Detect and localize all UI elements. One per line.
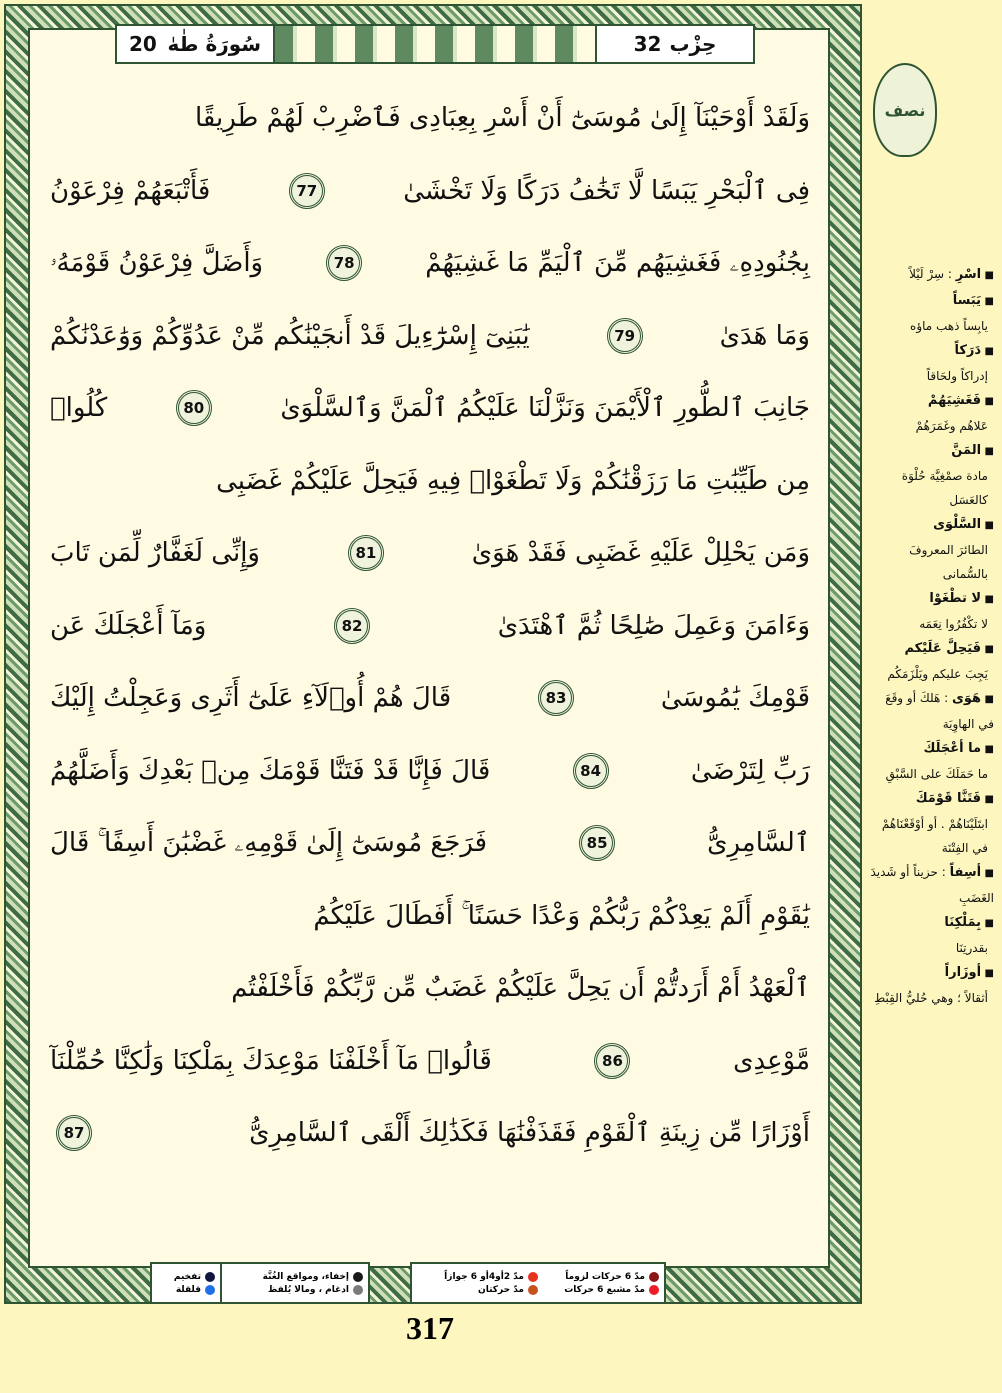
legend-item — [157, 1272, 215, 1282]
verse-text: وَإِنِّى لَغَفَّارٌ لِّمَن تَابَ — [50, 538, 260, 569]
color-dot-icon — [205, 1285, 215, 1295]
verse-line — [50, 82, 810, 155]
glossary-definition: عَلاهُم وغَمَرَهُمْ — [915, 419, 988, 433]
surah-name: سُورَةُ طٰهٰ — [167, 32, 261, 56]
verse-number-marker: 87 — [56, 1115, 92, 1151]
glossary-term: ■ أسِفاً — [950, 865, 994, 880]
verse-number-marker: 86 — [594, 1043, 630, 1079]
surah-header — [115, 24, 275, 64]
glossary-entry — [866, 636, 994, 686]
legend-item — [538, 1272, 659, 1282]
verse-line — [50, 227, 810, 300]
legend-item — [227, 1285, 363, 1295]
verse-text: وَأَضَلَّ فِرْعَوْنُ قَوْمَهُۥ — [50, 248, 264, 279]
verse-text: وَلَقَدْ أَوْحَيْنَآ إِلَىٰ مُوسَىٰٓ أَنْ أَسْرِ بِعِبَادِى فَٱضْرِبْ لَهُمْ طَرِيقًا — [194, 103, 810, 134]
legend-label: إخفاء، ومواقع الغُنَّة — [262, 1271, 349, 1282]
verse-text: مِن طَيِّبَٰتِ مَا رَزَقْنَٰكُمْ وَلَا تَطْغَوْا۟ فِيهِ فَيَحِلَّ عَلَيْكُمْ غَضَبِى — [216, 465, 810, 496]
verse-number-marker: 78 — [326, 245, 362, 281]
legend-tafkhim — [150, 1262, 222, 1304]
verse-line — [50, 952, 810, 1025]
glossary-term: ■ السَّلْوَى — [933, 517, 994, 532]
glossary-term: ■ هَوَى — [952, 691, 994, 706]
verse-line — [50, 735, 810, 808]
legend-item — [417, 1285, 538, 1295]
glossary-term: ■ فَيَحِلَّ عَلَيْكم — [904, 641, 994, 656]
legend-item — [157, 1285, 215, 1295]
verse-text: ٱلسَّامِرِىُّ — [707, 828, 810, 859]
glossary-definition: : حزيناً أو شَديدَ الغَضَبِ — [870, 865, 994, 905]
verse-line — [50, 807, 810, 880]
verse-number-marker: 84 — [573, 753, 609, 789]
marker-ornament-icon — [873, 63, 937, 157]
glossary-entry — [866, 686, 994, 736]
glossary-entry — [866, 512, 994, 586]
hizb-label: حِزْب — [669, 32, 717, 56]
legend-label: تفخيم — [173, 1271, 201, 1282]
verse-line — [50, 517, 810, 590]
verse-text: كُلُوا۟ — [50, 393, 108, 424]
legend-ghunna — [220, 1262, 370, 1304]
color-dot-icon — [353, 1272, 363, 1282]
verse-number-marker: 77 — [289, 173, 325, 209]
header-ornament — [275, 24, 595, 64]
glossary-entry — [866, 960, 994, 1010]
glossary-sidebar — [866, 262, 994, 1010]
glossary-entry — [866, 736, 994, 786]
verse-line — [50, 662, 810, 735]
glossary-definition: : هَلكَ أو وقَعَ في الهاوِيَة — [885, 691, 994, 731]
glossary-entry — [866, 438, 994, 512]
glossary-definition: بقدرتِنَا — [955, 941, 988, 955]
verse-text: وَءَامَنَ وَعَمِلَ صَٰلِحًا ثُمَّ ٱهْتَدَىٰ — [497, 610, 810, 641]
verse-text: قَالُوا۟ مَآ أَخْلَفْنَا مَوْعِدَكَ بِمَلْكِنَا وَلَٰكِنَّا حُمِّلْنَآ — [50, 1045, 492, 1076]
glossary-entry — [866, 860, 994, 910]
verse-text: قَالَ هُمْ أُو۟لَآءِ عَلَىٰٓ أَثَرِى وَعَجِلْتُ إِلَيْكَ — [50, 683, 452, 714]
verse-line — [50, 1097, 810, 1170]
legend-label: مدّ حركتان — [478, 1284, 524, 1295]
color-dot-icon — [649, 1285, 659, 1295]
verse-number-marker: 83 — [538, 680, 574, 716]
verse-text: بِجُنُودِهِۦ فَغَشِيَهُم مِّنَ ٱلْيَمِّ مَا غَشِيَهُمْ — [425, 248, 810, 279]
verse-number-marker: 82 — [334, 608, 370, 644]
verse-line — [50, 445, 810, 518]
verse-number-marker: 85 — [579, 825, 615, 861]
legend-madd — [410, 1262, 666, 1304]
legend-label: قلقلة — [175, 1284, 201, 1295]
glossary-term: ■ دَرَكاً — [954, 343, 994, 358]
glossary-definition: لا تكْفُرُوا نِعَمَه — [919, 617, 988, 631]
glossary-definition: إدراكاً ولحَاقاً — [926, 369, 988, 383]
glossary-term: ■ فَغَشِيَهُمْ — [928, 393, 994, 408]
glossary-term: ■ بِمَلْكِنَا — [944, 915, 994, 930]
color-dot-icon — [353, 1285, 363, 1295]
glossary-term: ■ فَتَنَّا قَوْمَكَ — [916, 791, 994, 806]
legend-label: ادغام ، ومالا يُلفظ — [267, 1284, 349, 1295]
verse-line — [50, 590, 810, 663]
color-dot-icon — [205, 1272, 215, 1282]
glossary-term: ■ ما أعْجَلَكَ — [923, 741, 994, 756]
verse-text: قَوْمِكَ يَٰمُوسَىٰ — [660, 683, 810, 714]
verse-text: وَمَن يَحْلِلْ عَلَيْهِ غَضَبِى فَقَدْ هَوَىٰ — [471, 538, 810, 569]
glossary-term: ■ يَبَساً — [953, 293, 994, 308]
verse-text: فَرَجَعَ مُوسَىٰٓ إِلَىٰ قَوْمِهِۦ غَضْبَٰنَ أَسِفًا ۚ قَالَ — [50, 828, 488, 859]
legend-item — [417, 1272, 538, 1282]
legend-item — [538, 1285, 659, 1295]
glossary-definition: مادة صمْغِيَّة حُلْوَة كالعَسَل — [901, 469, 988, 507]
legend-label: مدّ 2أو4أو 6 جوازاً — [444, 1271, 524, 1282]
page-number: 317 — [406, 1310, 454, 1346]
legend-item — [227, 1272, 363, 1282]
verse-text: مَّوْعِدِى — [733, 1045, 810, 1076]
surah-number: 20 — [129, 32, 157, 56]
glossary-term: ■ المَنَّ — [951, 443, 994, 458]
verse-text: جَانِبَ ٱلطُّورِ ٱلْأَيْمَنَ وَنَزَّلْنَا عَلَيْكُمُ ٱلْمَنَّ وَٱلسَّلْوَىٰ — [280, 393, 810, 424]
hizb-number: 32 — [633, 32, 662, 56]
verse-line — [50, 155, 810, 228]
legend-label: مدّ 6 حركات لزوماً — [565, 1271, 645, 1282]
glossary-definition: : سِرْ لَيْلاً — [909, 267, 952, 281]
verse-text: وَمَآ أَعْجَلَكَ عَن — [50, 610, 207, 641]
glossary-entry — [866, 262, 994, 288]
quran-text — [50, 82, 810, 1170]
verse-text: فَأَتْبَعَهُمْ فِرْعَوْنُ — [50, 175, 211, 206]
verse-text: يَٰقَوْمِ أَلَمْ يَعِدْكُمْ رَبُّكُمْ وَعْدًا حَسَنًا ۚ أَفَطَالَ عَلَيْكُمُ — [313, 900, 810, 931]
color-dot-icon — [528, 1272, 538, 1282]
verse-text: فِى ٱلْبَحْرِ يَبَسًا لَّا تَخَٰفُ دَرَكًا وَلَا تَخْشَىٰ — [403, 175, 810, 206]
verse-number-marker: 80 — [176, 390, 212, 426]
glossary-definition: ابتَلَيْنَاهُمْ . أو أوْقَعْنَاهُمْ في الفِتْنَة — [881, 817, 988, 855]
marker-label: نصف — [884, 100, 926, 120]
hizb-header — [595, 24, 755, 64]
glossary-entry — [866, 910, 994, 960]
glossary-entry — [866, 388, 994, 438]
glossary-definition: الطائرَ المعروفَ بالسُّمانى — [909, 543, 988, 581]
verse-text: ٱلْعَهْدُ أَمْ أَرَدتُّمْ أَن يَحِلَّ عَلَيْكُمْ غَضَبٌ مِّن رَّبِّكُمْ فَأَخْلَفْتُم — [231, 973, 810, 1004]
verse-text: قَالَ فَإِنَّا قَدْ فَتَنَّا قَوْمَكَ مِنۢ بَعْدِكَ وَأَضَلَّهُمُ — [50, 755, 491, 786]
verse-number-marker: 81 — [348, 535, 384, 571]
verse-text: رَبِّ لِتَرْضَىٰ — [690, 755, 810, 786]
glossary-entry — [866, 586, 994, 636]
glossary-entry — [866, 786, 994, 860]
glossary-term: ■ أوزَاراً — [945, 965, 994, 980]
verse-text: وَمَا هَدَىٰ — [719, 320, 810, 351]
verse-line — [50, 300, 810, 373]
glossary-entry — [866, 338, 994, 388]
half-hizb-marker — [872, 40, 938, 180]
glossary-definition: أثقالاً ؛ وهي حُليُّ القِبْطِ — [874, 991, 988, 1005]
verse-text: أَوْزَارًا مِّن زِينَةِ ٱلْقَوْمِ فَقَذَفْنَٰهَا فَكَذَٰلِكَ أَلْقَى ٱلسَّامِرِىُّ — [249, 1118, 810, 1149]
verse-line — [50, 1025, 810, 1098]
glossary-entry — [866, 288, 994, 338]
verse-text: يَٰبَنِىٓ إِسْرَٰٓءِيلَ قَدْ أَنجَيْنَٰكُم مِّنْ عَدُوِّكُمْ وَوَٰعَدْنَٰكُمْ — [50, 320, 530, 351]
color-dot-icon — [528, 1285, 538, 1295]
verse-number-marker: 79 — [607, 318, 643, 354]
glossary-definition: ما حَمَلَكَ على السَّبْقِ — [885, 767, 988, 781]
verse-line — [50, 372, 810, 445]
glossary-definition: يابِساً ذهب ماؤه — [910, 319, 988, 333]
legend-label: مدّ مشبع 6 حركات — [564, 1284, 645, 1295]
glossary-definition: يَجِبَ عليكم ويَلْزَمَكُم — [887, 667, 988, 681]
glossary-term: ■ اسْرِ — [956, 267, 994, 282]
glossary-term: ■ لا تطْغَوْا — [929, 591, 994, 606]
color-dot-icon — [649, 1272, 659, 1282]
verse-line — [50, 880, 810, 953]
